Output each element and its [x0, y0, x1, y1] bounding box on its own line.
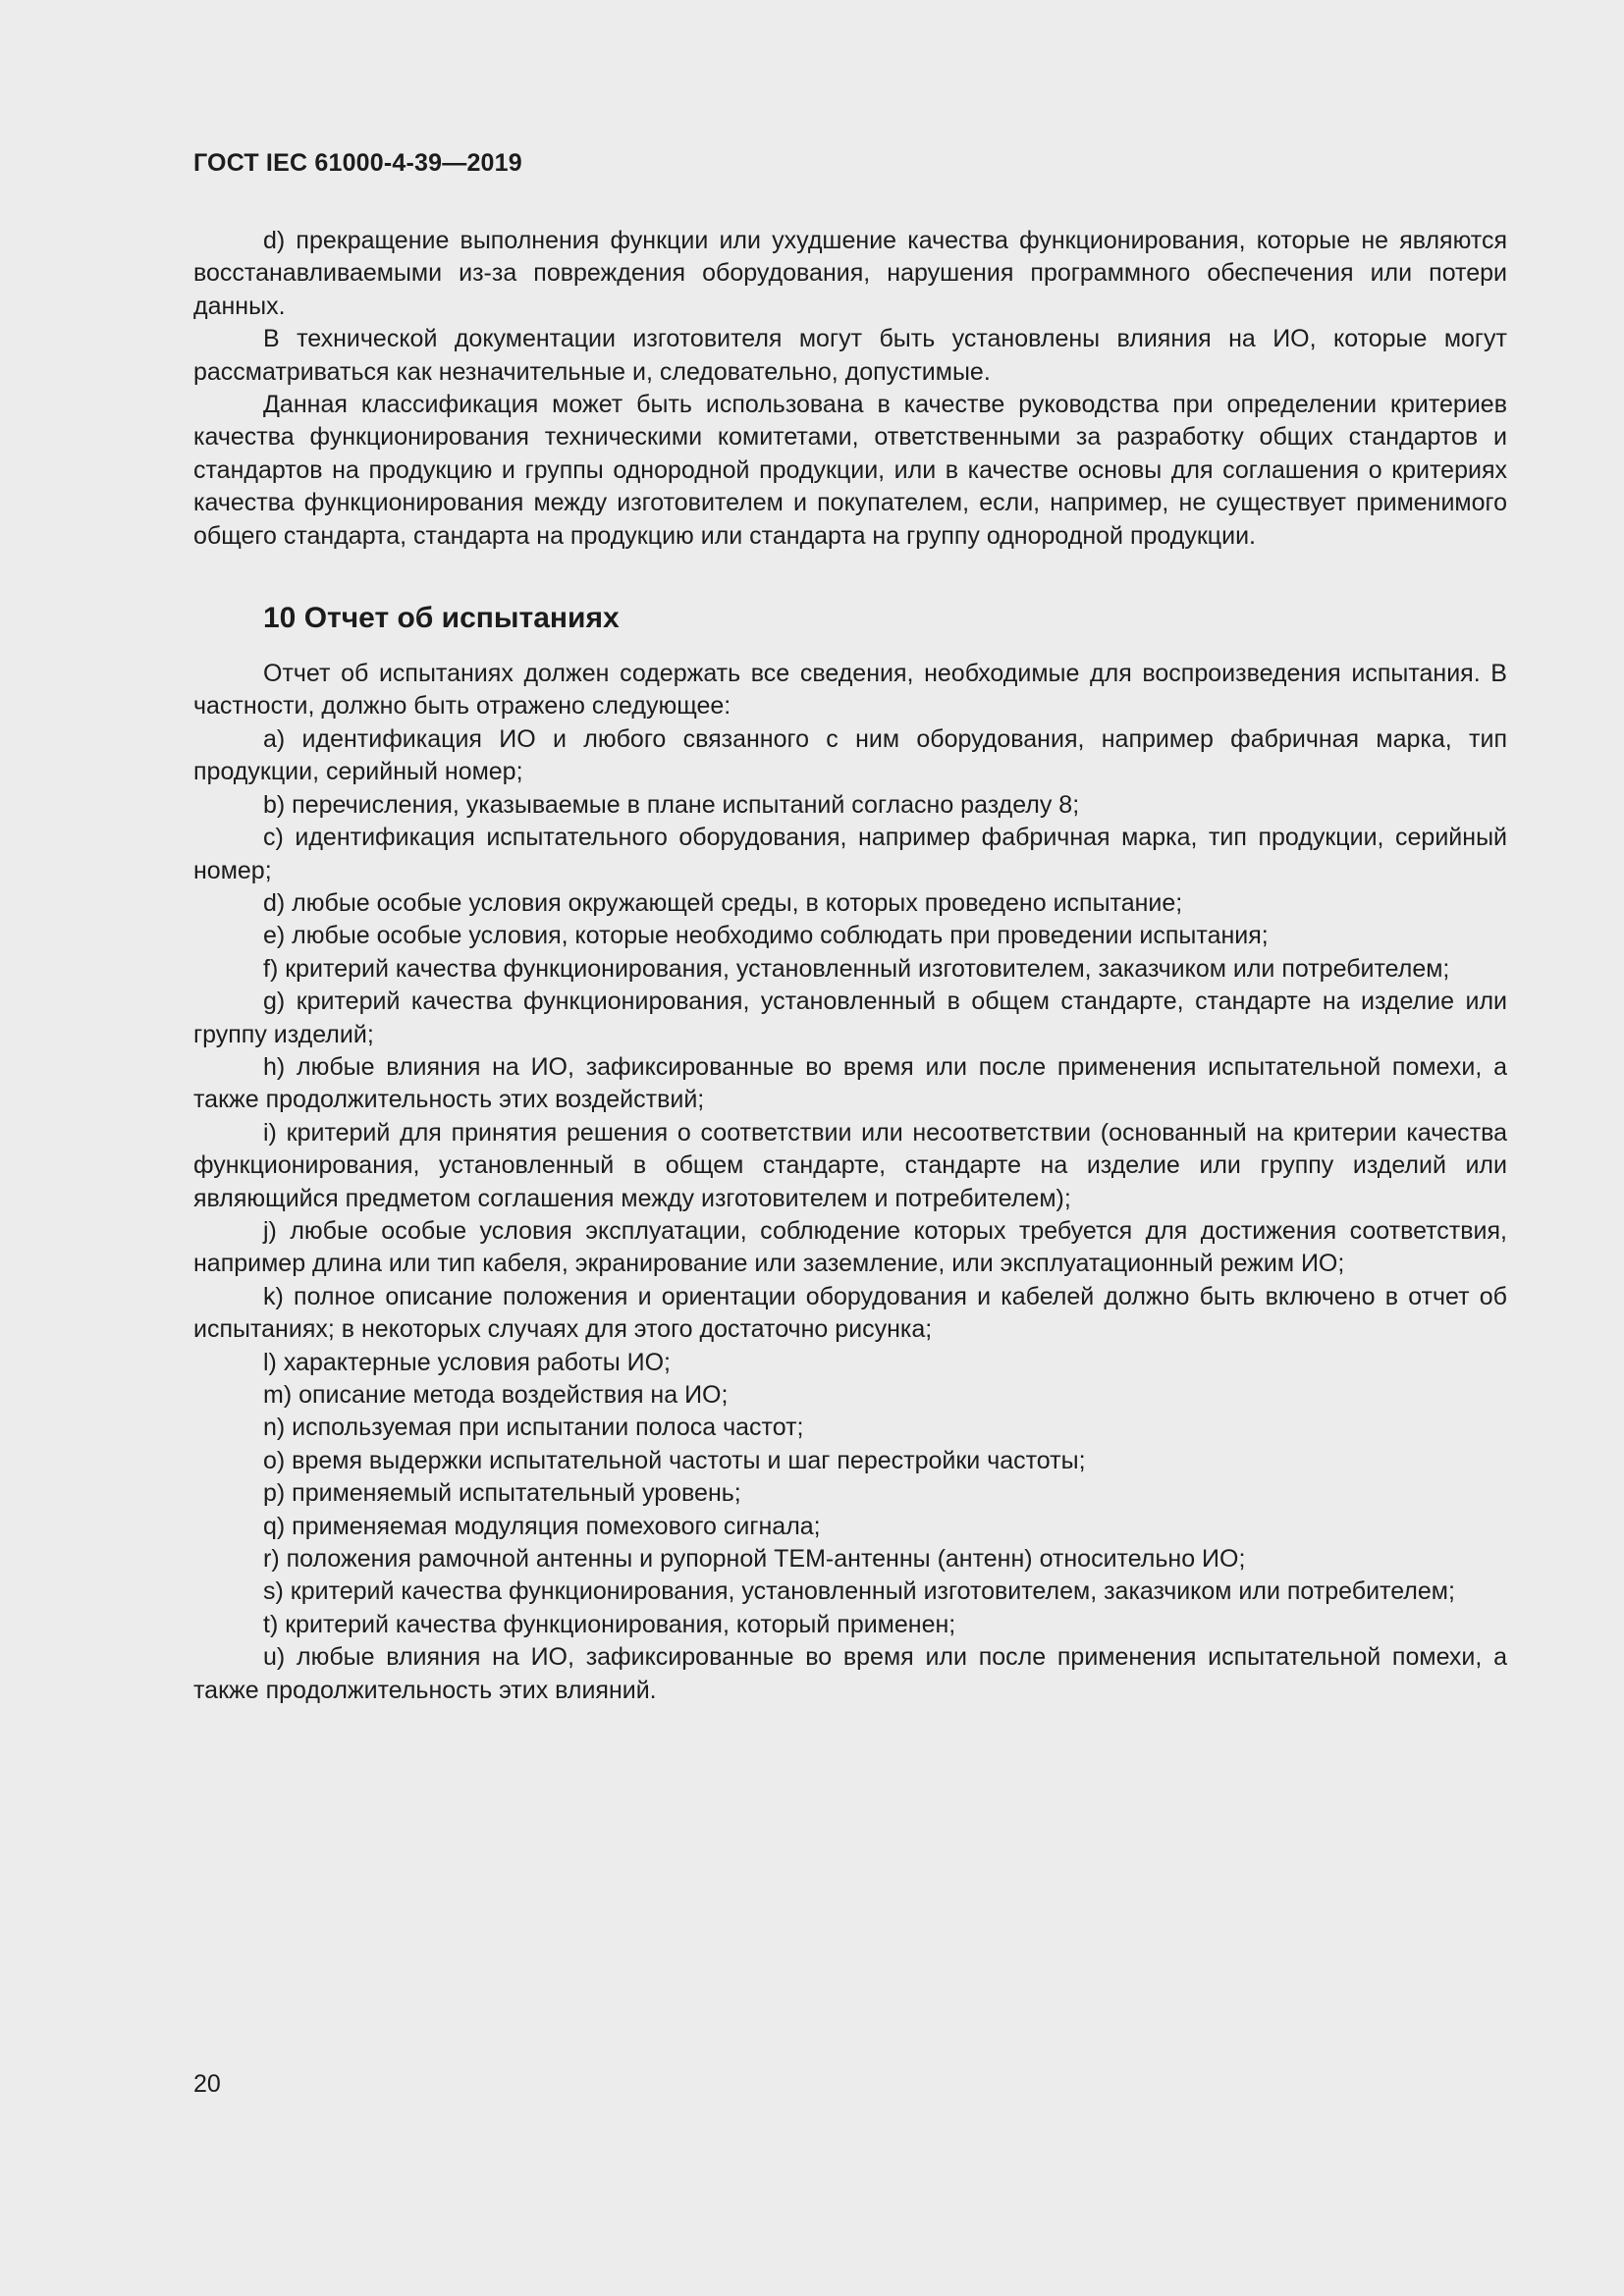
- list-item-u: u) любые влияния на ИО, зафиксированные во время или после применения испытательной помехи, а также продолжительность этих влияний.: [193, 1643, 1507, 1704]
- list-item-d: d) любые особые условия окружающей среды, в которых проведено испытание;: [263, 888, 1183, 917]
- list-item-q: q) применяемая модуляция помехового сигнала;: [263, 1512, 821, 1540]
- requirements-list: [193, 723, 1507, 1707]
- list-item-i: i) критерий для принятия решения о соответствии или несоответствии (основанный на критерии качества функционирования, установленный в общем стандарте, стандарте на изделие или группу изделий или являющийся предметом соглашения между изготовителем и потребителем);: [193, 1118, 1507, 1212]
- list-item-h: h) любые влияния на ИО, зафиксированные во время или после применения испытательной помехи, а также продолжительность этих воздействий;: [193, 1052, 1507, 1114]
- list-item-j: j) любые особые условия эксплуатации, соблюдение которых требуется для достижения соответствия, например длина или тип кабеля, экранирование или заземление, или эксплуатационный режим ИО;: [193, 1216, 1507, 1278]
- list-item-a: a) идентификация ИО и любого связанного с ним оборудования, например фабричная марка, тип продукции, серийный номер;: [193, 724, 1507, 786]
- paragraph-item-d: d) прекращение выполнения функции или ухудшение качества функционирования, которые не являются восстанавливаемыми из-за повреждения оборудования, нарушения программного обеспечения или потери данных.: [193, 227, 1507, 320]
- list-item-f: f) критерий качества функционирования, установленный изготовителем, заказчиком или потребителем;: [263, 954, 1450, 983]
- page-number: 20: [193, 2070, 221, 2098]
- document-header: ГОСТ IEC 61000-4-39—2019: [193, 149, 522, 177]
- list-item-p: p) применяемый испытательный уровень;: [263, 1479, 741, 1508]
- list-item-t: t) критерий качества функционирования, который применен;: [263, 1610, 956, 1638]
- paragraph-classification: Данная классификация может быть использована в качестве руководства при определении критериев качества функционирования техническими комитетами, ответственными за разработку общих стандартов и стандартов на продукцию и группы однородной продукции, или в качестве основы для соглашения о критериях качества функционирования между изготовителем и покупателем, если, например, не существует применимого общего стандарта, стандарта на продукцию или стандарта на группу однородной продукции.: [193, 391, 1507, 550]
- list-item-l: l) характерные условия работы ИО;: [263, 1348, 672, 1376]
- list-item-n: n) используемая при испытании полоса частот;: [263, 1414, 804, 1442]
- list-item-k: k) полное описание положения и ориентации оборудования и кабелей должно быть включено в отчет об испытаниях; в некоторых случаях для этого достаточно рисунка;: [193, 1282, 1507, 1344]
- list-item-m: m) описание метода воздействия на ИО;: [263, 1381, 729, 1409]
- list-item-b: b) перечисления, указываемые в плане испытаний согласно разделу 8;: [263, 790, 1080, 819]
- list-item-g: g) критерий качества функционирования, установленный в общем стандарте, стандарте на изделие или группу изделий;: [193, 988, 1507, 1048]
- list-item-r: r) положения рамочной антенны и рупорной ТЕМ-антенны (антенн) относительно ИО;: [263, 1545, 1246, 1574]
- paragraph-manufacturer-docs: В технической документации изготовителя могут быть установлены влияния на ИО, которые могут рассматриваться как незначительные и, следовательно, допустимые.: [193, 325, 1507, 386]
- page-content: [193, 225, 1507, 1707]
- section-title: 10 Отчет об испытаниях: [263, 602, 620, 635]
- list-item-s: s) критерий качества функционирования, установленный изготовителем, заказчиком или потребителем;: [263, 1577, 1455, 1606]
- list-item-e: e) любые особые условия, которые необходимо соблюдать при проведении испытания;: [263, 922, 1269, 950]
- list-item-c: c) идентификация испытательного оборудования, например фабричная марка, тип продукции, серийный номер;: [193, 824, 1507, 884]
- list-item-o: o) время выдержки испытательной частоты и шаг перестройки частоты;: [263, 1446, 1086, 1474]
- section-lead: Отчет об испытаниях должен содержать все сведения, необходимые для воспроизведения испытания. В частности, должно быть отражено следующее:: [193, 660, 1507, 721]
